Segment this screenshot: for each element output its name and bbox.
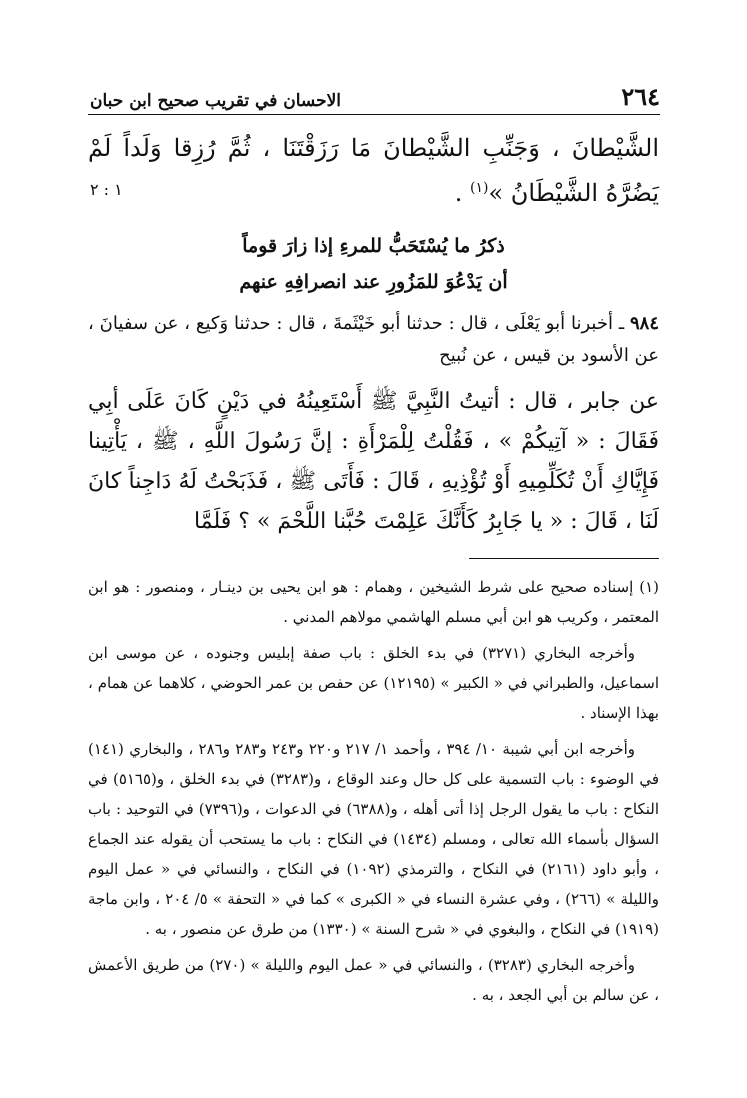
previous-hadith-ending <box>88 128 659 213</box>
footnote-1: (١) إسناده صحيح على شرط الشيخين ، وهمام : هو ابن يحيى بن دينـار ، ومنصور : هو ابن المعتمر ، وكريب هو ابن أبي مسلم الهاشمي مولاهم المدني . <box>88 578 659 626</box>
hadith-number: ٩٨٤ <box>630 313 660 334</box>
isnad-text: ـ أخبرنا أبو يَعْلَى ، قال : حدثنا أبو خَيْثَمةَ ، قال : حدثنا وَكيع ، عن سفيانَ ، عن الأسود بن قيس ، عن نُبيح <box>88 313 659 366</box>
page-header <box>90 82 660 111</box>
page-number: ٢٦٤ <box>621 82 660 111</box>
hadith-isnad <box>88 308 659 372</box>
chapter-heading-line-2: أن يَدْعُوَ للمَزُورِ عند انصرافِهِ عنهم <box>239 271 508 293</box>
running-title: الاحسان في تقريب صحيح ابن حبان <box>90 91 341 111</box>
end-mark: . <box>454 179 463 207</box>
footnote-divider <box>469 558 659 559</box>
previous-hadith-text: الشَّيْطانَ ، وَجَنِّبِ الشَّيْطانَ مَا رَزَقْتَنَا ، ثُمَّ رُزِقا وَلَداً لَمْ يَضُرَّهُ الشَّيْطَانُ » <box>88 134 659 207</box>
chapter-heading <box>100 228 647 300</box>
header-divider <box>88 114 660 115</box>
hadith-matn: عن جابر ، قال : أتيتُ النَّبِيَّ ﷺ أَسْتَعِينُهُ في دَيْنٍ كَانَ عَلَى أبِي فَقَالَ : « آتِيكُمْ » ، فَقُلْتُ لِلْمَرْأَةِ : إنَّ رَسُولَ اللَّهِ ، ﷺ ، يَأْتِينا فَإِيَّاكِ أَنْ تُكَلِّمِيهِ أَوْ تُؤْذِيهِ ، قَالَ : فَأَتَى ﷺ ، فَذَبَحْتُ لَهُ دَاجِناً كانَ لَنَا ، قَالَ : « يا جَابِرُ كَأَنَّكَ عَلِمْتَ حُبَّنا اللَّحْمَ » ؟ فَلَمَّا <box>88 389 659 534</box>
chapter-heading-line-1: ذكرُ ما يُسْتَحَبُّ للمرءِ إذا زارَ قوماً <box>242 235 505 257</box>
page-reference: ١ : ٢ <box>90 180 123 199</box>
footnote-paragraph-3: وأخرجه ابن أبي شيبة ١٠/ ٣٩٤ ، وأحمد ١/ ٢١٧ و٢٢٠ و٢٤٣ و٢٨٣ و٢٨٦ ، والبخاري (١٤١) في الوضوء : باب التسمية على كل حال وعند الوقاع ، و(٣٢٨٣) في بدء الخلق ، و(٥١٦٥) في النكاح : باب ما يقول الرجل إذا أتى أهله ، و(٦٣٨٨) في الدعوات ، و(٧٣٩٦) في التوحيد : باب السؤال بأسماء الله تعالى ، ومسلم (١٤٣٤) في النكاح : باب ما يستحب أن يقوله عند الجماع ، وأبو داود (٢١٦١) في النكاح ، والترمذي (١٠٩٢) في النكاح ، والنسائي في « عمل اليوم والليلة » (٢٦٦) ، وفي عشرة النساء في « الكبرى » كما في « التحفة » ٥/ ٢٠٤ ، وابن ماجة (١٩١٩) في النكاح ، والبغوي في « شرح السنة » (١٣٣٠) من طرق عن منصور ، به . <box>88 740 660 938</box>
footnote-paragraph-2: وأخرجه البخاري (٣٢٧١) في بدء الخلق : باب صفة إبليس وجنوده ، عن موسى ابن اسماعيل، والطبراني في « الكبير » (١٢١٩٥) عن حفص بن عمر الحوضي ، كلاهما عن همام ، بهذا الإسناد . <box>88 644 659 722</box>
footnote-paragraph-4: وأخرجه البخاري (٣٢٨٣) ، والنسائي في « عمل اليوم والليلة » (٢٧٠) من طريق الأعمش ، عن سالم بن أبي الجعد ، به . <box>88 956 659 1004</box>
footnote-marker: (١) <box>470 180 489 196</box>
footnotes <box>88 572 659 1016</box>
